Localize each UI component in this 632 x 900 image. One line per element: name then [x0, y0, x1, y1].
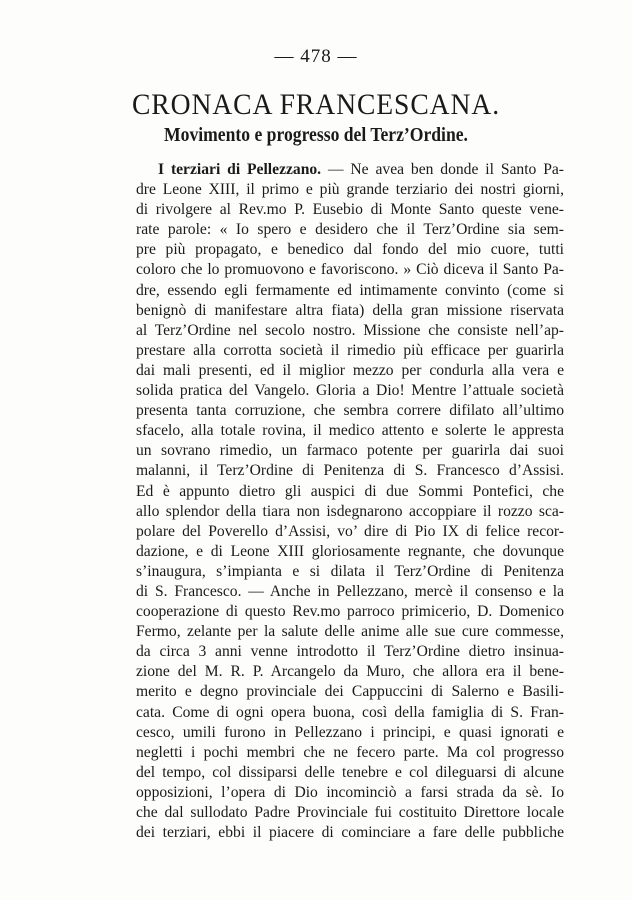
article-lead: I terziari di Pellezzano. [158, 161, 322, 178]
text-line [136, 160, 564, 180]
text-line: coloro che lo promuovono e favoriscono. » Ciò diceva il Santo Pa- [136, 261, 564, 279]
article-first-line: — Ne avea ben donde il Santo Pa- [321, 161, 564, 178]
text-line: merito e degno provinciale dei Cappuccini di Salerno e Basili- [136, 683, 564, 701]
text-line: sfacelo, alla totale rovina, il medico attento e solerte le appresta [136, 422, 564, 440]
text-line: opposizioni, l’opera di Dio incominciò a farsi strada da sè. Io [136, 783, 564, 801]
article-body [136, 160, 564, 843]
text-line: Ed è appunto dietro gli auspici di due Sommi Pontefici, che [136, 482, 564, 500]
text-line: zione del M. R. P. Arcangelo da Muro, che allora era il bene- [136, 663, 564, 681]
text-line: dei terziari, ebbi il piacere di cominciare a fare delle pubbliche [136, 824, 564, 842]
page-number: — 478 — [274, 46, 358, 67]
text-line: al Terz’Ordine nel secolo nostro. Missione che consiste nell’ap- [136, 321, 564, 339]
text-line: un sovrano rimedio, un farmaco potente per guarirla dai suoi [136, 442, 564, 460]
text-line: prestare alla corrotta società il rimedio più efficace per guarirla [136, 341, 564, 359]
text-line: cooperazione di questo Rev.mo parroco primicerio, D. Domenico [136, 603, 564, 621]
text-line: polare del Poverello d’Assisi, vo’ dire di Pio IX di felice recor- [136, 522, 564, 540]
text-line: rate parole: « Io spero e desidero che il Terz’Ordine sia sem- [136, 221, 564, 239]
text-line: malanni, il Terz’Ordine di Penitenza di S. Francesco d’Assisi. [136, 462, 564, 480]
text-line: del tempo, col dissiparsi delle tenebre e col dileguarsi di alcune [136, 763, 564, 781]
text-line: presenta tanta corruzione, che sembra correre difilato all’ultimo [136, 402, 564, 420]
text-line: solida pratica del Vangelo. Gloria a Dio! Mentre l’attuale società [136, 382, 564, 400]
text-line: Fermo, zelante per la salute delle anime alle sue cure commesse, [136, 623, 564, 641]
text-line: benignò di manifestare altra fiata) della gran missione riservata [136, 301, 564, 319]
text-line: cesco, umili furono in Pellezzano i principi, e quasi ignorati e [136, 723, 564, 741]
text-line: cata. Come di ogni opera buona, così della famiglia di S. Fran- [136, 703, 564, 721]
text-line: dre Leone XIII, il primo e più grande terziario dei nostri giorni, [136, 181, 564, 199]
text-line: pre più propagato, e benedico dal fondo del mio cuore, tutti [136, 241, 564, 259]
text-line: dazione, e di Leone XIII gloriosamente regnante, che dovunque [136, 542, 564, 560]
text-line: dre, essendo egli fermamente ed intimamente convinto (come si [136, 281, 564, 299]
text-line: dai mali presenti, ed il miglior mezzo per condurla alla vera e [136, 361, 564, 379]
section-subtitle: Movimento e progresso del Terz’Ordine. [164, 124, 468, 146]
text-line: da circa 3 anni venne introdotto il Terz’Ordine dietro insinua- [136, 643, 564, 661]
text-line: che dal sullodato Padre Provinciale fui costituito Direttore locale [136, 804, 564, 821]
text-line: di S. Francesco. — Anche in Pellezzano, mercè il consenso e la [136, 582, 564, 600]
text-line: allo splendor della tiara non isdegnarono accoppiare il rozzo sca- [136, 502, 564, 520]
page-title: CRONACA FRANCESCANA. [131, 88, 501, 121]
text-line: di rivolgere al Rev.mo P. Eusebio di Monte Santo queste vene- [136, 201, 564, 219]
text-line: s’inaugura, s’impianta e si dilata il Terz’Ordine di Penitenza [136, 562, 564, 580]
text-line: negletti i pochi membri che ne fecero parte. Ma col progresso [136, 743, 564, 761]
